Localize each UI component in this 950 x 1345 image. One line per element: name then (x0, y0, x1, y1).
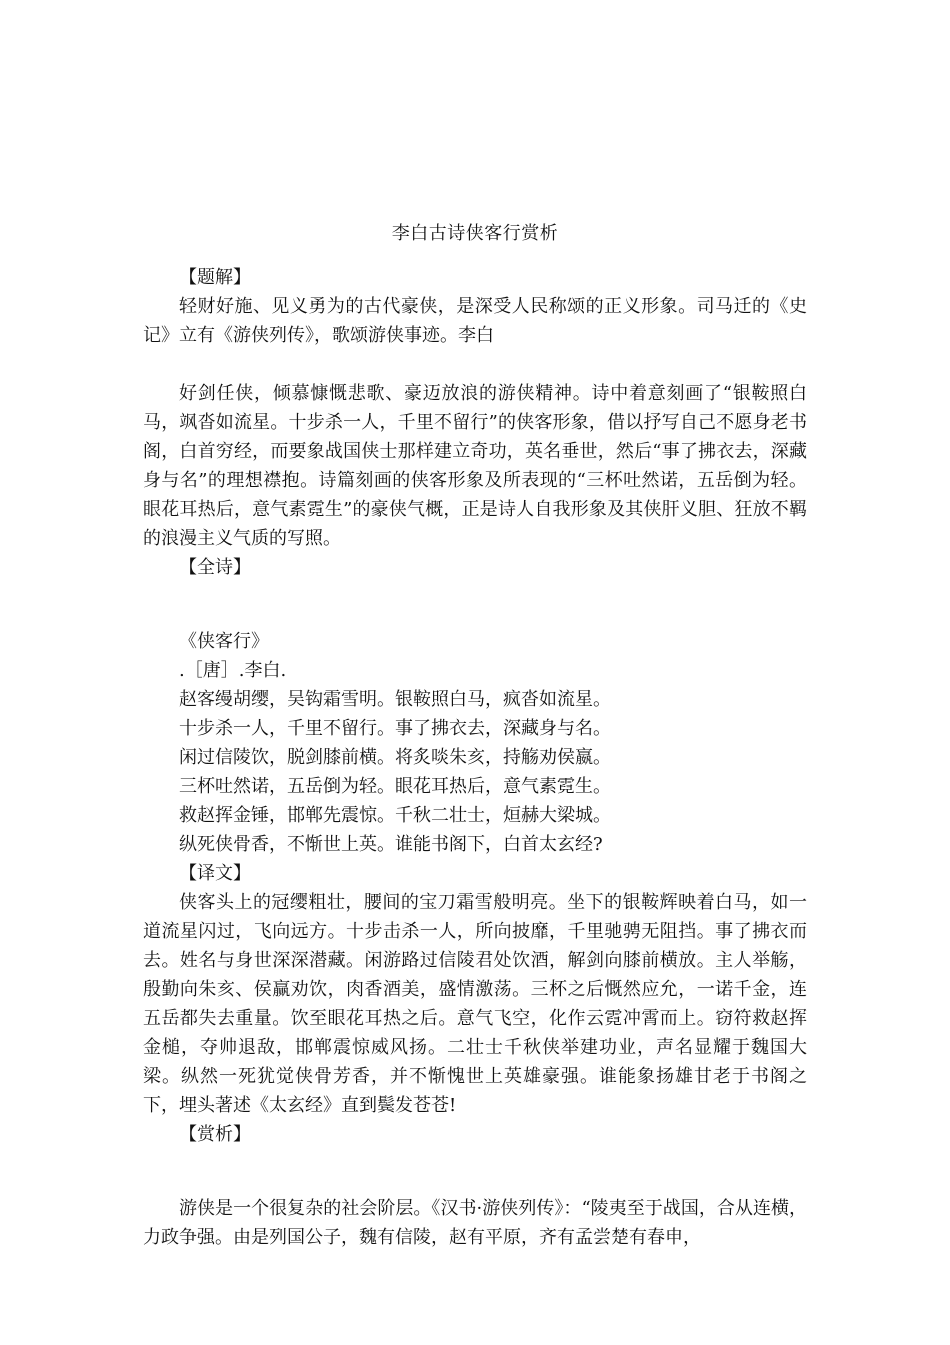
spacer (143, 582, 807, 627)
document-title: 李白古诗侠客行赏析 (391, 223, 559, 244)
tijie-paragraph-1: 轻财好施、见义勇为的古代豪侠，是深受人民称颂的正义形象。司马迁的《史记》立有《游侠列传》，歌颂游侠事迹。李白 (143, 296, 807, 346)
spacer (143, 1149, 807, 1194)
section-heading-quanshi: 【全诗】 (179, 557, 251, 578)
shangxi-paragraph: 游侠是一个很复杂的社会阶层。《汉书·游侠列传》：“陵夷至于战国，合从连横，力政争强。由是列国公子，魏有信陵，赵有平原，齐有孟尝楚有春申， (143, 1198, 807, 1248)
poem-line: 闲过信陵饮，脱剑膝前横。将炙啖朱亥，持觞劝侯嬴。 (179, 747, 611, 768)
document-body (143, 263, 807, 1252)
poem-line: 赵客缦胡缨，吴钩霜雪明。银鞍照白马，疯沓如流星。 (179, 689, 611, 710)
poem-line: 十步杀一人，千里不留行。事了拂衣去，深藏身与名。 (179, 718, 611, 739)
poem-author: .［唐］.李白. (179, 660, 287, 681)
poem-line: 救赵挥金锤，邯郸先震惊。千秋二壮士，烜赫大梁城。 (179, 805, 611, 826)
poem-line: 三杯吐然诺，五岳倒为轻。眼花耳热后，意气素霓生。 (179, 776, 611, 797)
section-heading-shangxi: 【赏析】 (179, 1124, 251, 1145)
section-heading-tijie: 【题解】 (179, 267, 251, 288)
section-heading-yiwen: 【译文】 (179, 863, 251, 884)
tijie-paragraph-2: 好剑任侠，倾慕慷慨悲歌、豪迈放浪的游侠精神。诗中着意刻画了“银鞍照白马，飒沓如流星。十步杀一人，千里不留行”的侠客形象，借以抒写自己不愿身老书阁，白首穷经，而要象战国侠士那样建立奇功，英名垂世，然后“事了拂衣去，深藏身与名”的理想襟抱。诗篇刻画的侠客形象及所表现的“三杯吐然诺，五岳倒为轻。眼花耳热后，意气素霓生”的豪侠气概，正是诗人自我形象及其侠肝义胆、狂放不羁的浪漫主义气质的写照。 (143, 383, 807, 549)
yiwen-paragraph: 侠客头上的冠缨粗壮，腰间的宝刀霜雪般明亮。坐下的银鞍辉映着白马，如一道流星闪过，飞向远方。十步击杀一人，所向披靡，千里驰骋无阻挡。事了拂衣而去。姓名与身世深深潜藏。闲游路过信陵君处饮酒，解剑向膝前横放。主人举觞，殷勤向朱亥、侯赢劝饮，肉香酒美，盛情激荡。三杯之后慨然应允，一诺千金，连五岳都失去重量。饮至眼花耳热之后。意气飞空，化作云霓冲霄而上。窃符救赵挥金槌，夺帅退敌，邯郸震惊威风扬。二壮士千秋侠举建功业，声名显耀于魏国大梁。纵然一死犹觉侠骨芳香，并不惭愧世上英雄豪强。谁能象扬雄甘老于书阁之下，埋头著述《太玄经》直到鬓发苍苍! (143, 892, 807, 1116)
poem-line: 纵死侠骨香，不惭世上英。谁能书阁下，白首太玄经? (179, 834, 603, 855)
poem-title: 《侠客行》 (179, 631, 269, 652)
spacer (143, 350, 807, 379)
